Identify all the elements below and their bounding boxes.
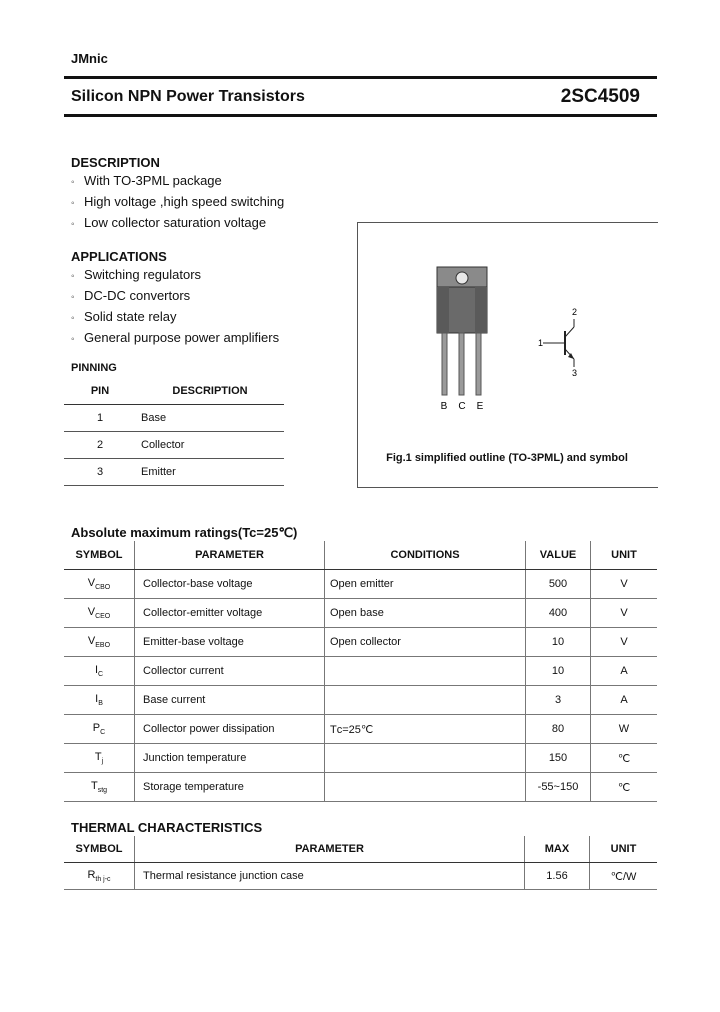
- symbol-label-3: 3: [572, 368, 578, 378]
- table-row: $R_{th j-c}$ Thermal resistance junction case 1.56 ℃/W: [64, 863, 657, 890]
- pinning-heading: PINNING: [71, 362, 117, 374]
- col-header: SYMBOL: [64, 541, 135, 570]
- table-header-row: [64, 836, 657, 863]
- pinning-table: [64, 378, 284, 486]
- table-row: $V_{EBO}$ Emitter-base voltage Open collector 10 V: [64, 628, 657, 657]
- table-header-row: [64, 378, 284, 405]
- figure-box: [357, 222, 658, 488]
- table-row: $V_{CBO}$ Collector-base voltage Open emitter 500 V: [64, 570, 657, 599]
- table-row: $I_C$ Collector current 10 A: [64, 657, 657, 686]
- col-header: UNIT: [590, 836, 658, 863]
- bullet-icon: ◦: [71, 219, 75, 230]
- list-item: ◦ With TO-3PML package: [71, 171, 284, 192]
- table-row: 3 Emitter: [64, 459, 284, 486]
- bullet-icon: ◦: [71, 177, 75, 188]
- list-item: ◦ High voltage ,high speed switching: [71, 192, 284, 213]
- lead-label-c: C: [458, 401, 466, 412]
- lead-label-e: E: [476, 401, 484, 412]
- table-row: $P_C$ Collector power dissipation Tᴄ=25℃ 80 W: [64, 715, 657, 744]
- list-item: ◦ DC-DC convertors: [71, 286, 279, 307]
- table-row: 1 Base: [64, 405, 284, 432]
- part-number: 2SC4509: [560, 86, 640, 107]
- applications-heading: APPLICATIONS: [71, 249, 167, 264]
- col-header: UNIT: [591, 541, 658, 570]
- brand-name: JMnic: [71, 51, 108, 66]
- header-rule-bottom: [64, 114, 657, 117]
- transistor-outline-icon: [358, 223, 658, 487]
- bullet-icon: ◦: [71, 313, 75, 324]
- col-header: PARAMETER: [135, 541, 325, 570]
- description-list: [71, 171, 284, 234]
- table-header-row: [64, 541, 657, 570]
- symbol-label-1: 1: [538, 338, 544, 348]
- list-item: ◦ Solid state relay: [71, 307, 279, 328]
- bullet-icon: ◦: [71, 271, 75, 282]
- figure-caption: Fig.1 simplified outline (TO-3PML) and symbol: [386, 452, 628, 464]
- col-header: DESCRIPTION: [136, 378, 284, 405]
- thermal-heading: THERMAL CHARACTERISTICS: [71, 820, 263, 835]
- col-header: CONDITIONS: [325, 541, 526, 570]
- table-row: $T_j$ Junction temperature 150 ℃: [64, 744, 657, 773]
- bullet-icon: ◦: [71, 334, 75, 345]
- ratings-table: [64, 541, 657, 802]
- list-item: ◦ Switching regulators: [71, 265, 279, 286]
- lead-label-b: B: [440, 401, 448, 412]
- table-row: $T_{stg}$ Storage temperature -55~150 ℃: [64, 773, 657, 802]
- col-header: VALUE: [526, 541, 591, 570]
- list-item: ◦ Low collector saturation voltage: [71, 213, 284, 234]
- table-row: 2 Collector: [64, 432, 284, 459]
- col-header: PIN: [64, 378, 136, 405]
- table-row: $V_{CEO}$ Collector-emitter voltage Open base 400 V: [64, 599, 657, 628]
- list-item: ◦ General purpose power amplifiers: [71, 328, 279, 349]
- ratings-heading: Absolute maximum ratings(Tc=25℃): [71, 525, 298, 540]
- bullet-icon: ◦: [71, 198, 75, 209]
- description-heading: DESCRIPTION: [71, 155, 160, 170]
- table-row: $I_B$ Base current 3 A: [64, 686, 657, 715]
- page-title: Silicon NPN Power Transistors: [71, 88, 305, 105]
- thermal-table: [64, 836, 657, 890]
- symbol-label-2: 2: [572, 307, 578, 317]
- applications-list: [71, 265, 279, 349]
- col-header: SYMBOL: [64, 836, 135, 863]
- col-header: PARAMETER: [135, 836, 525, 863]
- header-rule-top: [64, 76, 657, 79]
- bullet-icon: ◦: [71, 292, 75, 303]
- col-header: MAX: [525, 836, 590, 863]
